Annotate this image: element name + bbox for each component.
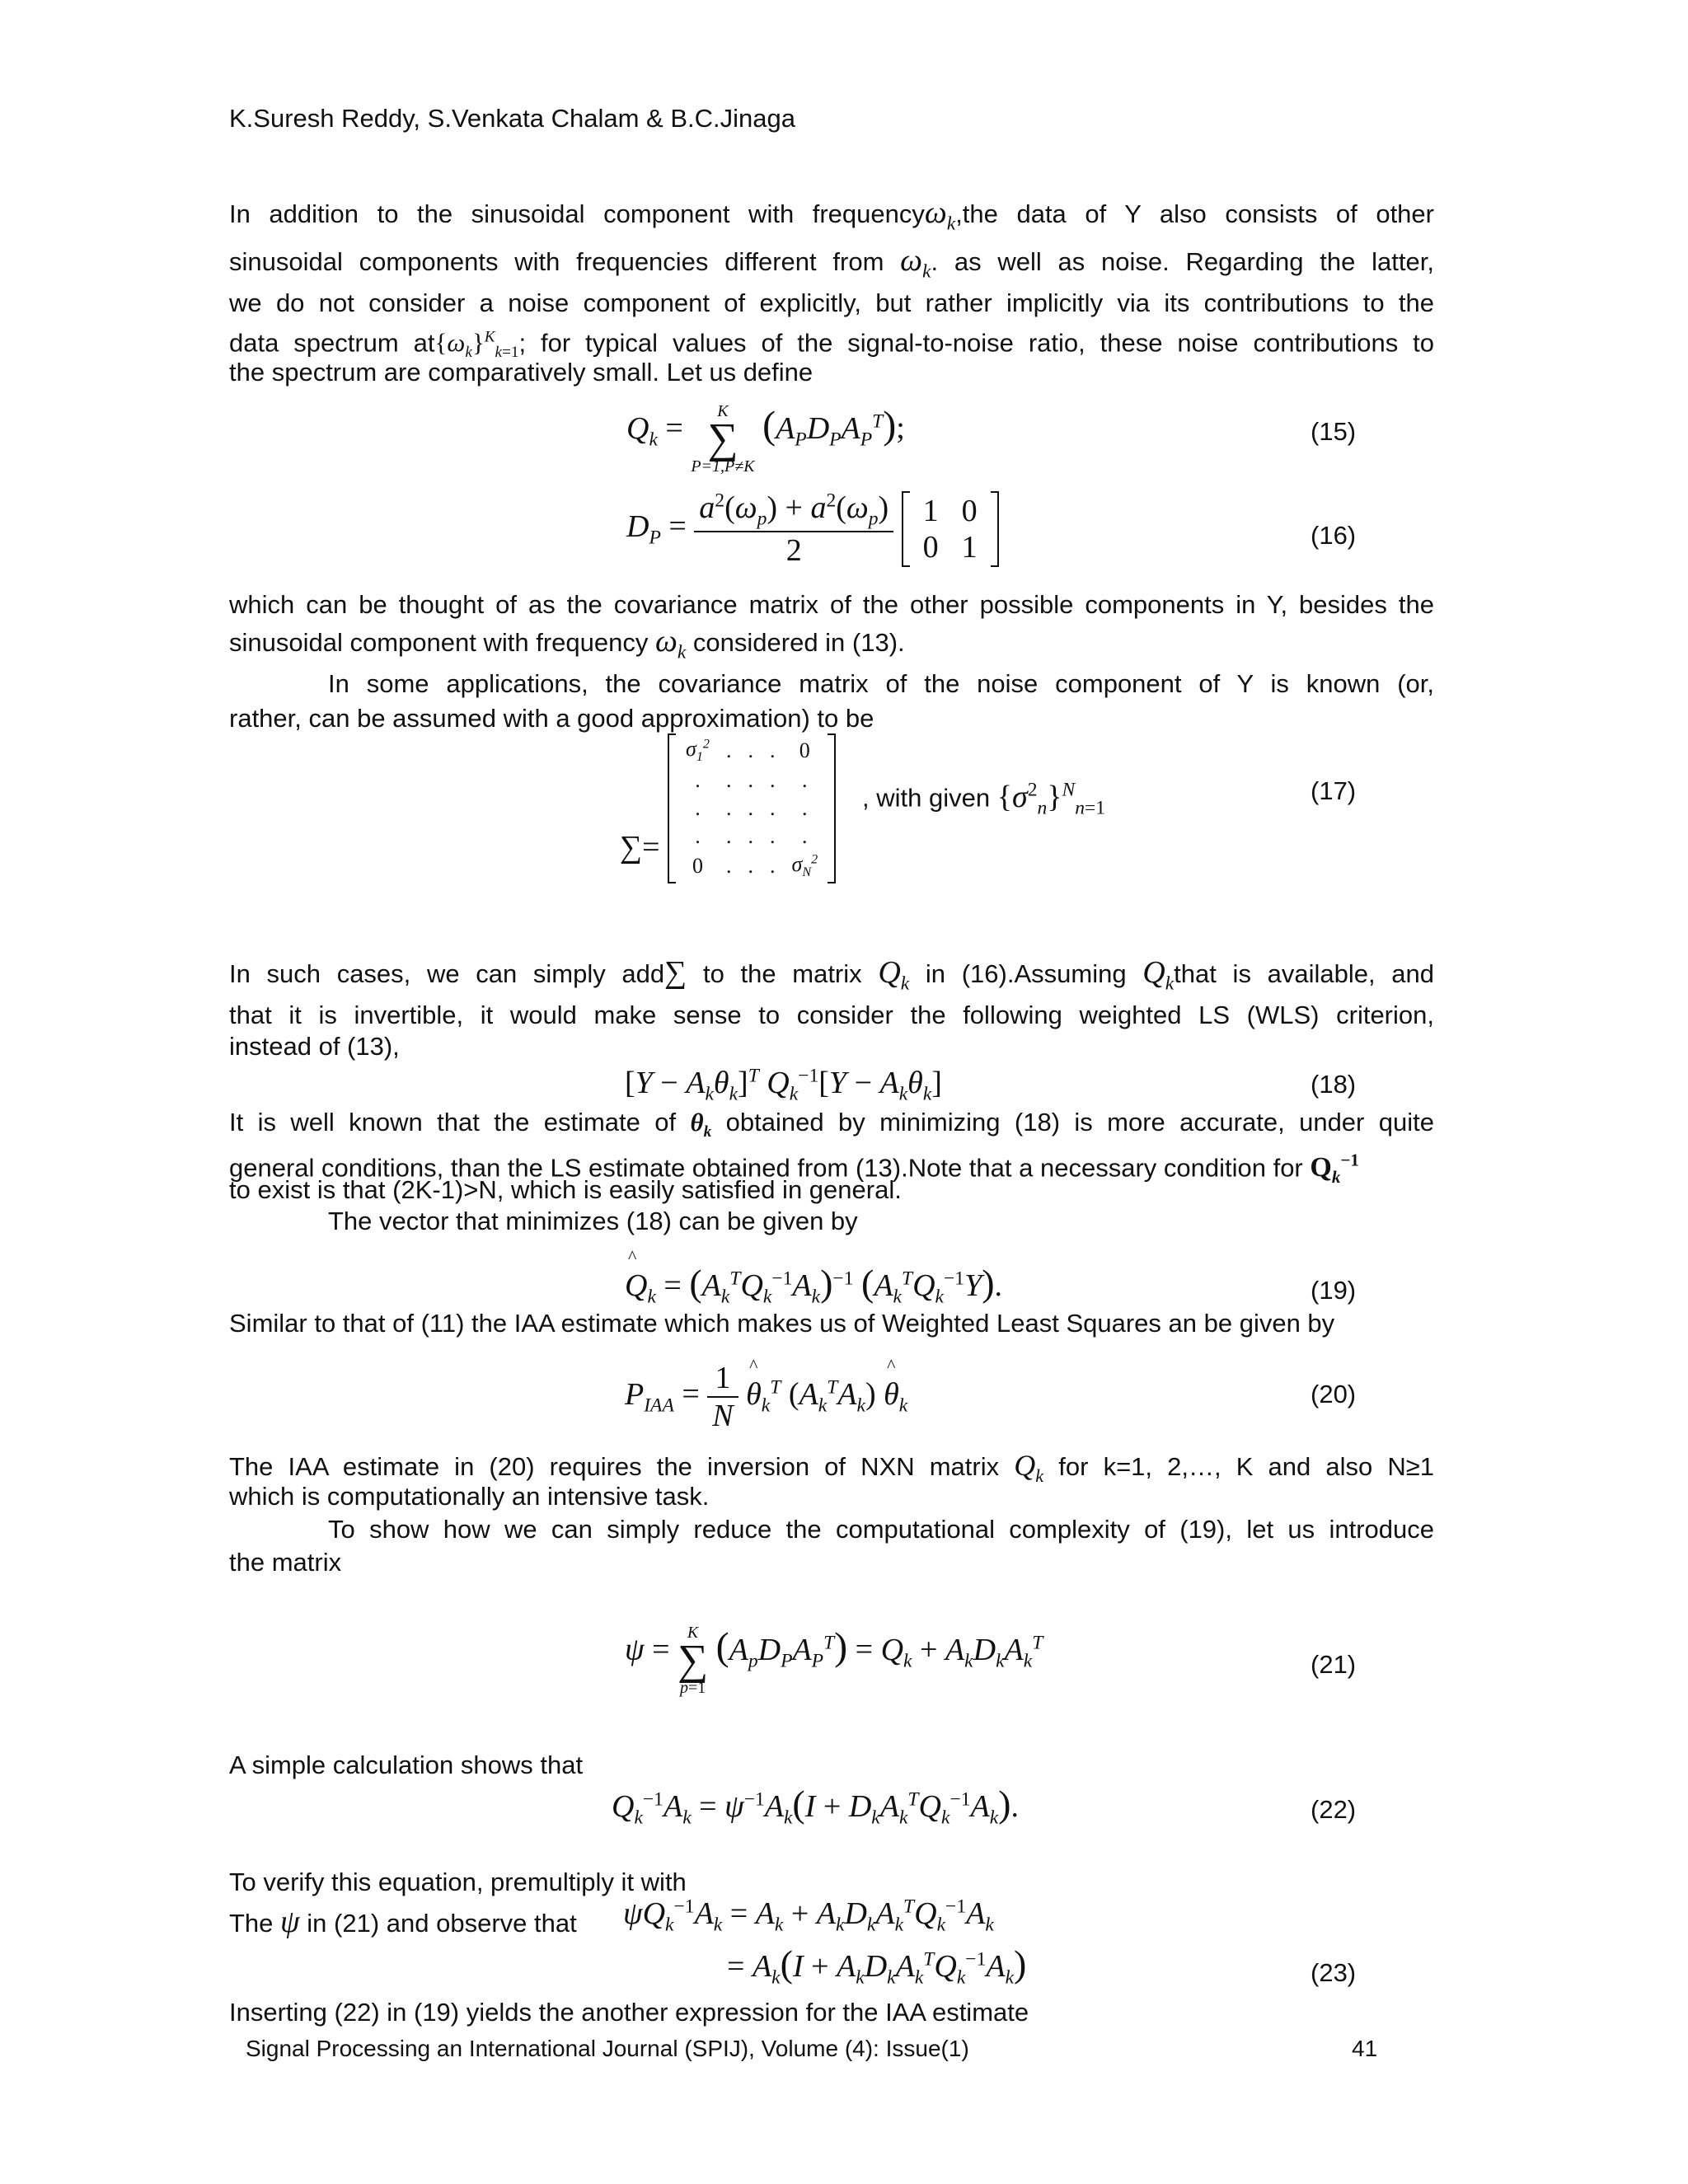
footer-page-number: 41 — [1352, 2036, 1378, 2061]
equation-20: $P_{IAA}$ = $\frac{1}{N}$ ^ $\theta_k^T$ $(A_k^TA_k)$ ^ $\theta_k$ — [625, 1360, 907, 1434]
para4-line3: instead of (13), — [229, 1032, 400, 1061]
para5-line1: It is well known that the estimate of $\theta_k$ obtained by minimizing (18) is more accurate, under quite — [229, 1108, 1434, 1141]
footer-journal: Signal Processing an International Journal (SPIJ), Volume (4): Issue(1) — [246, 2036, 969, 2061]
equation-23-number: (23) — [1311, 1958, 1357, 1987]
para10-line1: Inserting (22) in (19) yields the another expression for the IAA estimate — [229, 1998, 1029, 2027]
equation-17-given: , with given $\{\sigma^2_n\}^N_{n=1}$ — [862, 779, 1106, 819]
para5-line4: The vector that minimizes (18) can be given by — [328, 1207, 858, 1235]
para1-line5: the spectrum are comparatively small. Let us define — [229, 358, 814, 387]
para7-line2: which is computationally an intensive task. — [229, 1482, 710, 1511]
para1-line3: we do not consider a noise component of explicitly, but rather implicitly via its contributions to the — [229, 288, 1434, 317]
equation-17-number: (17) — [1311, 776, 1357, 805]
para2-line1: which can be thought of as the covariance matrix of the other possible components in Y, besides the — [229, 590, 1434, 619]
equation-15-number: (15) — [1311, 417, 1357, 446]
equation-18-number: (18) — [1311, 1070, 1357, 1099]
equation-22: $Q_k^{-1}A_k = \psi^{-1}A_k(I + D_kA_k^TQ_k^{-1}A_k)$. — [612, 1783, 1019, 1829]
equation-19: ^ $Q_k = (A_k^TQ_k^{-1}A_k)^{-1}$ $(A_k^TQ_k^{-1}Y)$. — [625, 1261, 1002, 1309]
equation-21-number: (21) — [1311, 1650, 1357, 1679]
para9-line1: To verify this equation, premultiply it with — [229, 1868, 687, 1896]
para1-line4: data spectrum $at\{\omega_k\}^K_{k=1}$; for typical values of the signal-to-noise ratio, these noise contributions to — [229, 328, 1434, 362]
para1-line1: In addition to the sinusoidal component with frequencyω$_k$,the data of Y also consists of other — [229, 195, 1434, 235]
para8-line1: A simple calculation shows that — [229, 1750, 584, 1779]
para1-line2: sinusoidal components with frequencies different from $\omega_k$. as well as noise. Regarding the latter, — [229, 243, 1434, 283]
para5-line3: to exist is that (2K-1)>N, which is easily satisfied in general. — [229, 1175, 902, 1204]
para4-line1: In such cases, we can simply add∑ to the matrix $Q_k$ in (16).Assuming $Q_kthat$ is available, and — [229, 955, 1434, 995]
equation-16: $D_P$ = $\frac{a^2(\omega_p) + a^2(\omega_p)}{2}$ 1 0 0 1 — [626, 490, 999, 569]
equation-23-line2: = $A_k(I + A_kD_kA_k^TQ_k^{-1}A_k)$ — [727, 1943, 1027, 1989]
para4-line2: that it is invertible, it would make sense to consider the following weighted LS (WLS) criterion, — [229, 1001, 1434, 1029]
running-header: K.Suresh Reddy, S.Venkata Chalam & B.C.Jinaga — [229, 104, 795, 133]
equation-16-number: (16) — [1311, 521, 1357, 550]
para5-line2: general conditions, than the LS estimate obtained from (13).Note that a necessary condition for $Q_k^{-1}$ — [229, 1151, 1359, 1188]
para7-line1: The IAA estimate in (20) requires the inversion of NXN matrix $Q_k$ for k=1, 2,…, K and also N≥1 — [229, 1449, 1434, 1487]
para3-line1: In some applications, the covariance matrix of the noise component of Y is known (or, — [328, 669, 1434, 698]
para6-line1: Similar to that of (11) the IAA estimate which makes us of Weighted Least Squares an be given by — [229, 1309, 1335, 1338]
equation-19-number: (19) — [1311, 1276, 1357, 1305]
equation-17: ∑= $\sigma_1^2$ . . . 0 . . . . . . . . . . . . . . . 0 . . . $\sigma_N^2$ — [620, 733, 836, 883]
equation-22-number: (22) — [1311, 1795, 1357, 1824]
para3-line2: rather, can be assumed with a good approximation) to be — [229, 704, 874, 733]
para7-line3: To show how we can simply reduce the computational complexity of (19), let us introduce — [328, 1515, 1434, 1544]
equation-20-number: (20) — [1311, 1380, 1357, 1408]
equation-21: ψ = K ∑ p=1 $(A_pD_PA_P^T) = Q_k + A_kD_kA_k^T$ — [625, 1624, 1043, 1697]
equation-18: $[Y - A_k\theta_k]^T$ $Q_k^{-1}[Y - A_k\theta_k]$ — [625, 1065, 942, 1105]
para7-line4: the matrix — [229, 1548, 342, 1577]
equation-23-line1: $\psi Q_k^{-1}A_k = A_k + A_kD_kA_k^TQ_k^{-1}A_k$ — [623, 1896, 994, 1936]
equation-15: $Q_k$ = K ∑ P=1,P≠K $(A_PD_PA_P^T)$; — [626, 402, 905, 476]
para2-line2: sinusoidal component with frequency $\omega_k$ considered in (13). — [229, 624, 905, 663]
para9-line2: The ψ in (21) and observe that — [229, 1905, 577, 1939]
